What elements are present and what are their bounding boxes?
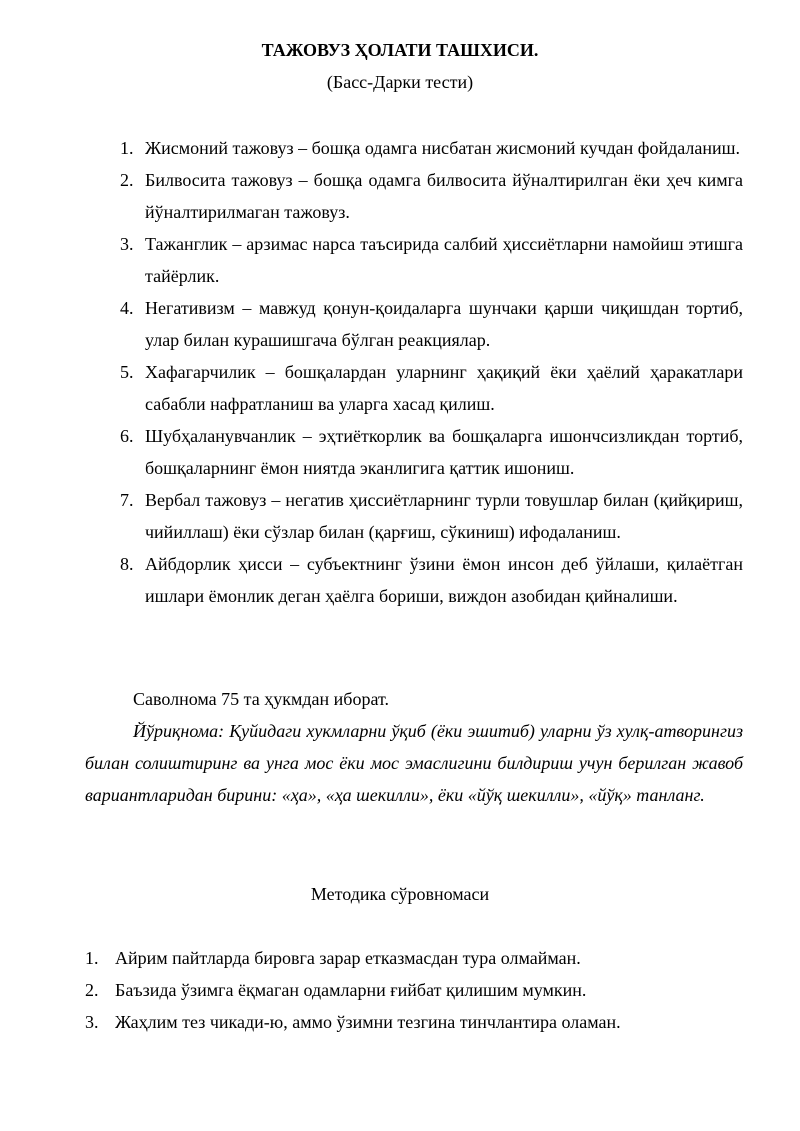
question-number: 2. [85,980,99,1000]
list-item-number: 3. [120,234,134,254]
list-item [0,292,800,356]
list-item-text: Вербал тажовуз – негатив ҳиссиётларнинг турли товушлар билан (қийқириш, чийиллаш) ёки сўзлар билан (қарғиш, сўкиниш) ифодаланиш. [145,490,743,542]
list-item [0,132,800,164]
method-heading: Методика сўровномаси [310,884,490,904]
list-item-number: 8. [120,554,134,574]
list-item [0,484,800,548]
list-item-text: Негативизм – мавжуд қонун-қоидаларга шунчаки қарши чиқишдан тортиб, улар билан курашишгача бўлган реакциялар. [145,298,743,350]
list-item-text: Шубҳаланувчанлик – эҳтиёткорлик ва бошқаларга ишончсизликдан тортиб, бошқаларнинг ёмон ниятда эканлигига қаттик ишониш. [145,426,743,478]
list-item-text: Билвосита тажовуз – бошқа одамга билвосита йўналтирилган ёки ҳеч кимга йўналтирилмаган тажовуз. [145,170,743,222]
list-item-text: Айбдорлик ҳисси – субъектнинг ўзини ёмон инсон деб ўйлаши, қилаётган ишлари ёмонлик деган ҳаёлга бориши, виждон азобидан қийналиши. [145,554,743,606]
list-item [0,420,800,484]
question-item [0,942,800,974]
question-text: Баъзида ўзимга ёқмаган одамларни ғийбат қилишим мумкин. [115,980,587,1000]
page-title: ТАЖОВУЗ ҲОЛАТИ ТАШХИСИ. [261,40,539,60]
list-item-number: 2. [120,170,134,190]
list-item [0,356,800,420]
list-item [0,548,800,612]
question-item [0,974,800,1006]
question-text: Айрим пайтларда бировга зарар етказмасдан тура олмайман. [115,948,581,968]
list-item-number: 6. [120,426,134,446]
questionnaire-count: Саволнома 75 та ҳукмдан иборат. [133,689,389,709]
list-item-text: Жисмоний тажовуз – бошқа одамга нисбатан жисмоний кучдан фойдаланиш. [145,138,740,158]
question-item [0,1006,800,1038]
list-item [0,228,800,292]
list-item-text: Тажанглик – арзимас нарса таъсирида салбий ҳиссиётларни намойиш этишга тайёрлик. [145,234,743,286]
list-item-number: 7. [120,490,134,510]
question-text: Жаҳлим тез чикади-ю, аммо ўзимни тезгина тинчлантира оламан. [115,1012,621,1032]
list-item-number: 4. [120,298,134,318]
list-item-number: 1. [120,138,134,158]
instruction-paragraph: Йўриқнома: Қуйидаги хукмларни ўқиб (ёки эшитиб) уларни ўз хулқ-атворингиз билан солиштиринг ва унга мос ёки мос эмаслигини билдириш учун берилган жавоб вариантларидан бирини: «ҳа», «ҳа шекилли», ёки «йўқ шекилли», «йўқ» танланг. [85,721,743,805]
question-number: 3. [85,1012,99,1032]
list-item-text: Хафагарчилик – бошқалардан уларнинг ҳақиқий ёки ҳаёлий ҳаракатлари сабабли нафратланиш ва уларга хасад қилиш. [145,362,743,414]
list-item-number: 5. [120,362,134,382]
list-item [0,164,800,228]
questions-list [0,942,800,1038]
question-number: 1. [85,948,99,968]
page-subtitle: (Басс-Дарки тести) [326,72,474,92]
aggression-types-list [0,132,800,612]
